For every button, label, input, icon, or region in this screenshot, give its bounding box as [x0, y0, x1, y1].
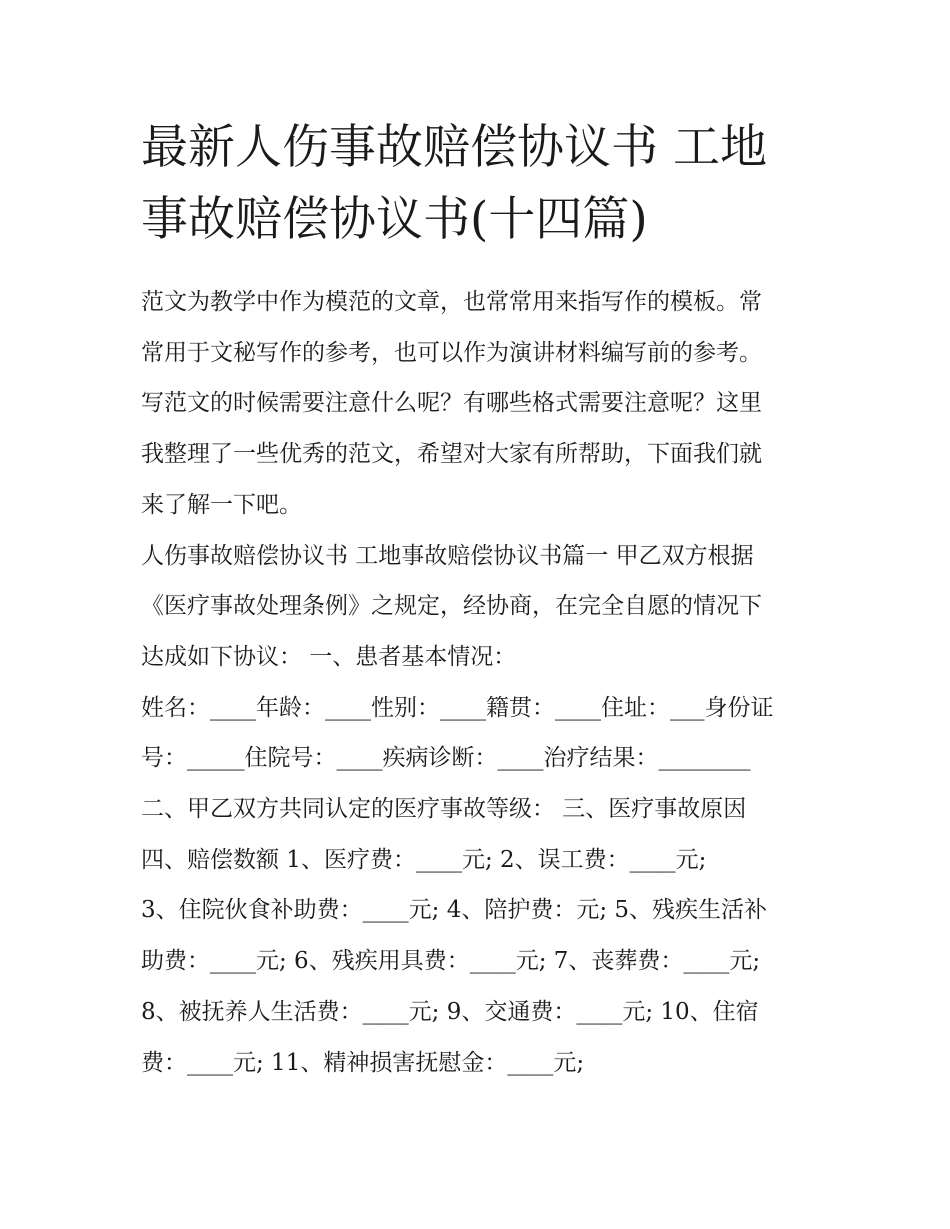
- body-line-15: 8、被抚养人生活费：____元; 9、交通费：____元; 10、住宿: [141, 998, 759, 1025]
- body-line-1: 范文为教学中作为模范的文章，也常常用来指写作的模板。常: [141, 289, 762, 315]
- document-page: [141, 112, 813, 1088]
- body-line-5: 来了解一下吧。: [141, 491, 302, 518]
- title-line-2: 事故赔偿协议书(十四篇): [141, 192, 648, 247]
- body-line-8: 达成如下协议： 一、患者基本情况：: [141, 643, 517, 670]
- body-line-13: 3、住院伙食补助费：____元; 4、陪护费：元; 5、残疾生活补: [141, 897, 768, 924]
- document-title: [141, 112, 813, 256]
- body-line-9: 姓名：____年龄：____性别：____籍贯：____住址：___身份证: [141, 694, 774, 721]
- document-body: [141, 277, 813, 1088]
- body-line-16: 费：____元; 11、精神损害抚慰金：____元;: [141, 1049, 585, 1076]
- body-line-10: 号：_____住院号：____疾病诊断：____治疗结果：________: [141, 745, 751, 772]
- body-line-7: 《医疗事故处理条例》之规定，经协商，在完全自愿的情况下: [141, 593, 762, 620]
- body-line-12: 四、赔偿数额 1、医疗费：____元; 2、误工费：____元;: [141, 846, 707, 873]
- body-line-11: 二、甲乙双方共同认定的医疗事故等级： 三、医疗事故原因: [141, 796, 747, 823]
- body-line-14: 助费：____元; 6、残疾用具费：____元; 7、丧葬费：____元;: [141, 948, 761, 975]
- body-line-6: 人伤事故赔偿协议书 工地事故赔偿协议书篇一 甲乙双方根据: [141, 542, 754, 569]
- body-line-3: 写范文的时候需要注意什么呢？有哪些格式需要注意呢？这里: [141, 390, 762, 417]
- title-line-1: 最新人伤事故赔偿协议书 工地: [141, 120, 767, 175]
- body-line-2: 常用于文秘写作的参考，也可以作为演讲材料编写前的参考。: [141, 339, 762, 366]
- body-line-4: 我整理了一些优秀的范文，希望对大家有所帮助，下面我们就: [141, 441, 762, 468]
